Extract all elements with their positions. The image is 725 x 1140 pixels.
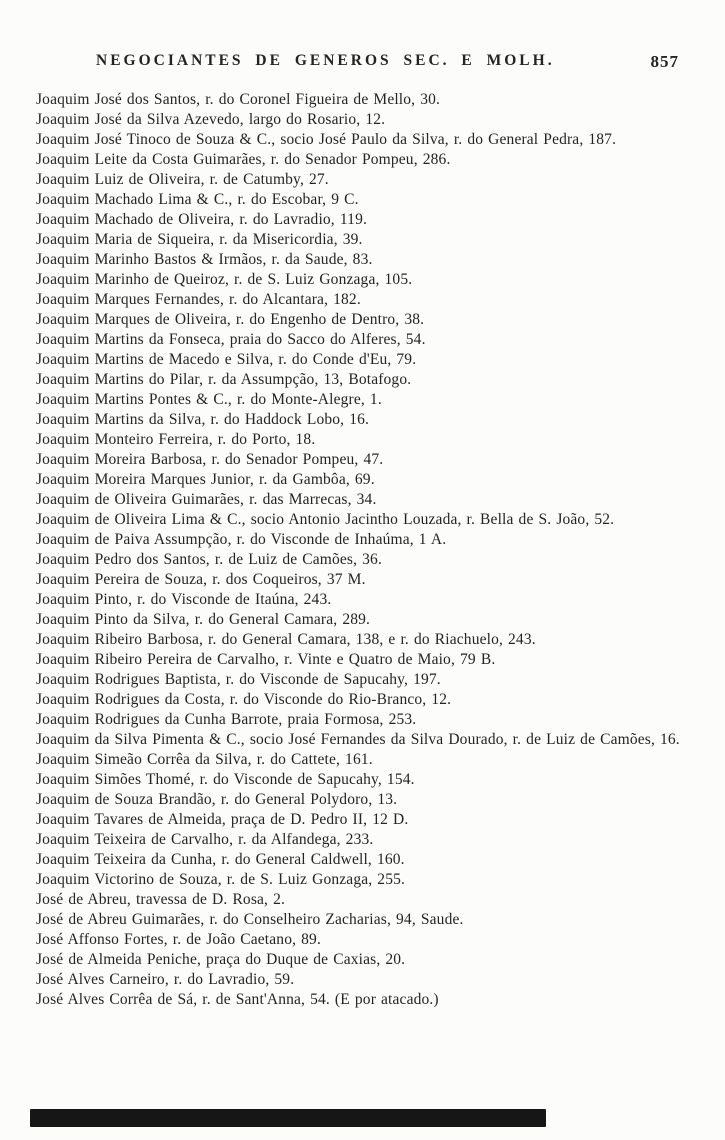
directory-entry: Joaquim Pinto, r. do Visconde de Itaúna, 243. (36, 591, 332, 608)
directory-entry: Joaquim de Oliveira Guimarães, r. das Marrecas, 34. (36, 491, 377, 508)
page-title: NEGOCIANTES DE GENEROS SEC. E MOLH. (96, 52, 555, 69)
directory-entry: Joaquim da Silva Pimenta & C., socio José Fernandes da Silva Dourado, r. de Luiz de Camões, 16. (36, 731, 680, 748)
directory-entry: Joaquim Teixeira da Cunha, r. do General Caldwell, 160. (36, 851, 405, 868)
directory-entry: Joaquim Martins do Pilar, r. da Assumpção, 13, Botafogo. (36, 371, 412, 388)
directory-entry: Joaquim Ribeiro Barbosa, r. do General Camara, 138, e r. do Riachuelo, 243. (36, 631, 536, 648)
directory-entry: Joaquim Marques Fernandes, r. do Alcantara, 182. (36, 291, 361, 308)
directory-entry: Joaquim Machado de Oliveira, r. do Lavradio, 119. (36, 211, 368, 228)
directory-entry: Joaquim Moreira Barbosa, r. do Senador Pompeu, 47. (36, 451, 384, 468)
directory-entry: Joaquim Machado Lima & C., r. do Escobar, 9 C. (36, 191, 359, 208)
directory-entry: Joaquim Martins da Fonseca, praia do Sacco do Alferes, 54. (36, 331, 426, 348)
directory-entry: Joaquim Ribeiro Pereira de Carvalho, r. Vinte e Quatro de Maio, 79 B. (36, 651, 496, 668)
directory-entry: José de Abreu Guimarães, r. do Conselheiro Zacharias, 94, Saude. (36, 911, 464, 928)
directory-entry: José de Abreu, travessa de D. Rosa, 2. (36, 891, 286, 908)
directory-entry: Joaquim Martins de Macedo e Silva, r. do Conde d'Eu, 79. (36, 351, 417, 368)
directory-entry: Joaquim Martins Pontes & C., r. do Monte-Alegre, 1. (36, 391, 382, 408)
directory-entry: Joaquim de Paiva Assumpção, r. do Visconde de Inhaúma, 1 A. (36, 531, 447, 548)
directory-entry: José Affonso Fortes, r. de João Caetano, 89. (36, 931, 321, 948)
directory-entry: Joaquim José Tinoco de Souza & C., socio José Paulo da Silva, r. do General Pedra, 187. (36, 131, 617, 148)
directory-entry: José de Almeida Peniche, praça do Duque de Caxias, 20. (36, 951, 406, 968)
directory-entry: Joaquim Pereira de Souza, r. dos Coqueiros, 37 M. (36, 571, 366, 588)
page-number: 857 (650, 52, 679, 71)
directory-entry: Joaquim Rodrigues da Cunha Barrote, praia Formosa, 253. (36, 711, 417, 728)
directory-entry: Joaquim de Souza Brandão, r. do General Polydoro, 13. (36, 791, 398, 808)
directory-entry: Joaquim Victorino de Souza, r. de S. Luiz Gonzaga, 255. (36, 871, 406, 888)
directory-entry: Joaquim Moreira Marques Junior, r. da Gambôa, 69. (36, 471, 375, 488)
directory-entry: Joaquim Marinho de Queiroz, r. de S. Luiz Gonzaga, 105. (36, 271, 413, 288)
directory-entry: Joaquim Pinto da Silva, r. do General Camara, 289. (36, 611, 371, 628)
directory-entry: Joaquim Marinho Bastos & Irmãos, r. da Saude, 83. (36, 251, 373, 268)
directory-entry: Joaquim José da Silva Azevedo, largo do Rosario, 12. (36, 111, 386, 128)
directory-entry: Joaquim José dos Santos, r. do Coronel Figueira de Mello, 30. (36, 91, 441, 108)
directory-entry: Joaquim Simeão Corrêa da Silva, r. do Cattete, 161. (36, 751, 373, 768)
directory-entry: Joaquim Marques de Oliveira, r. do Engenho de Dentro, 38. (36, 311, 425, 328)
directory-entry: Joaquim Tavares de Almeida, praça de D. Pedro II, 12 D. (36, 811, 409, 828)
scan-artifact-bar (30, 1109, 546, 1127)
directory-entry: Joaquim Maria de Siqueira, r. da Misericordia, 39. (36, 231, 363, 248)
directory-entry: Joaquim Monteiro Ferreira, r. do Porto, 18. (36, 431, 316, 448)
directory-entry: Joaquim Simões Thomé, r. do Visconde de Sapucahy, 154. (36, 771, 415, 788)
directory-entry: José Alves Corrêa de Sá, r. de Sant'Anna, 54. (E por atacado.) (36, 991, 439, 1008)
page-header (36, 52, 693, 78)
directory-entry: Joaquim Rodrigues Baptista, r. do Visconde de Sapucahy, 197. (36, 671, 441, 688)
directory-list (36, 90, 693, 1010)
directory-entry: Joaquim de Oliveira Lima & C., socio Antonio Jacintho Louzada, r. Bella de S. João, 52. (36, 511, 615, 528)
directory-entry: Joaquim Martins da Silva, r. do Haddock Lobo, 16. (36, 411, 370, 428)
directory-entry: Joaquim Rodrigues da Costa, r. do Visconde do Rio-Branco, 12. (36, 691, 452, 708)
directory-entry: Joaquim Luiz de Oliveira, r. de Catumby, 27. (36, 171, 329, 188)
directory-entry: Joaquim Teixeira de Carvalho, r. da Alfandega, 233. (36, 831, 374, 848)
directory-entry: José Alves Carneiro, r. do Lavradio, 59. (36, 971, 295, 988)
directory-entry: Joaquim Leite da Costa Guimarães, r. do Senador Pompeu, 286. (36, 151, 451, 168)
directory-entry: Joaquim Pedro dos Santos, r. de Luiz de Camões, 36. (36, 551, 382, 568)
